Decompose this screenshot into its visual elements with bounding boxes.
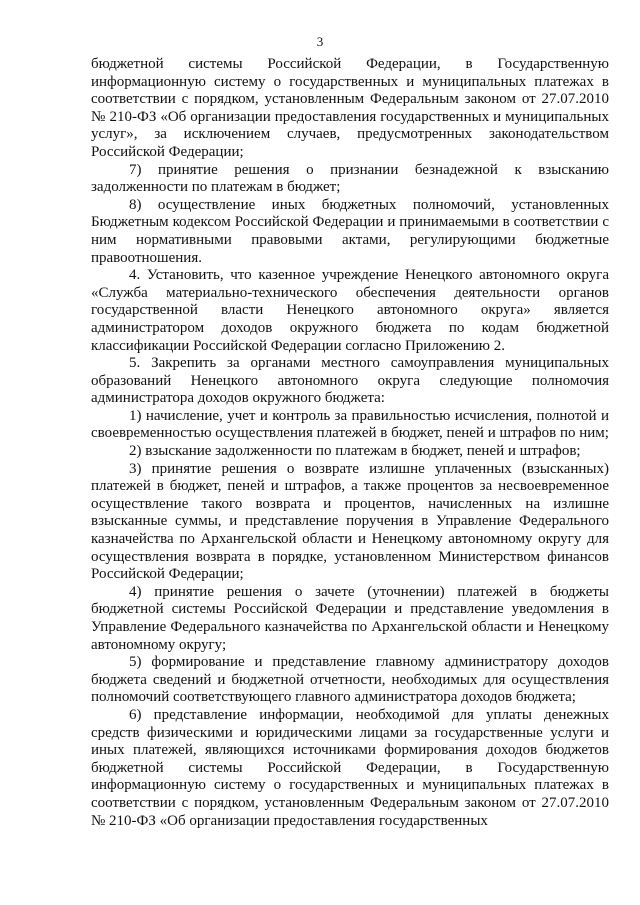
paragraph-item-7: 7) принятие решения о признании безнадежной к взысканию задолженности по платежам в бюджет; [91, 161, 609, 196]
paragraph-subitem-6: 6) представление информации, необходимой для уплаты денежных средств физическими и юридическими лицами за государственные услуги и иных платежей, являющихся источниками формирования доходов бюджетов бюджетной системы Российской Федерации, в Государственную информационную систему о государственных и муниципальных платежах в соответствии с порядком, установленным Федеральным законом от 27.07.2010 № 210-ФЗ «Об организации предоставления государственных [91, 706, 609, 829]
paragraph-subitem-5: 5) формирование и представление главному администратору доходов бюджета сведений и бюджетной отчетности, необходимых для осуществления полномочий соответствующего главного администратора доходов бюджета; [91, 654, 609, 706]
paragraph-subitem-4: 4) принятие решения о зачете (уточнении) платежей в бюджеты бюджетной системы Российской Федерации и представление уведомления в Управление Федерального казначейства по Архангельской области и Ненецкому автономному округу; [91, 583, 609, 653]
paragraph-subitem-1: 1) начисление, учет и контроль за правильностью исчисления, полнотой и своевременностью осуществления платежей в бюджет, пеней и штрафов по ним; [91, 407, 609, 442]
paragraph-continuation: бюджетной системы Российской Федерации, в Государственную информационную систему о государственных и муниципальных платежах в соответствии с порядком, установленным Федеральным законом от 27.07.2010 № 210-ФЗ «Об организации предоставления государственных и муниципальных услуг», за исключением случаев, предусмотренных законодательством Российской Федерации; [91, 56, 609, 160]
paragraph-section-4: 4. Установить, что казенное учреждение Ненецкого автономного округа «Служба материально-технического обеспечения деятельности органов государственной власти Ненецкого автономного округа» является администратором доходов окружного бюджета по кодам бюджетной классификации Российской Федерации согласно Приложению 2. [91, 267, 609, 354]
paragraph-subitem-3: 3) принятие решения о возврате излишне уплаченных (взысканных) платежей в бюджет, пеней и штрафов, а также процентов за несвоевременное осуществление такого возврата и процентов, начисленных на излишне взысканные суммы, и представление поручения в Управление Федерального казначейства по Архангельской области и Ненецкому автономному округу для осуществления возврата в порядке, установленном Министерством финансов Российской Федерации; [91, 460, 609, 583]
page-number: 3 [316, 34, 324, 49]
paragraph-section-5: 5. Закрепить за органами местного самоуправления муниципальных образований Ненецкого автономного округа следующие полномочия администратора доходов окружного бюджета: [91, 355, 609, 407]
document-body [91, 56, 609, 830]
paragraph-subitem-2: 2) взыскание задолженности по платежам в бюджет, пеней и штрафов; [129, 443, 581, 460]
paragraph-item-8: 8) осуществление иных бюджетных полномочий, установленных Бюджетным кодексом Российской Федерации и принимаемыми в соответствии с ним нормативными правовыми актами, регулирующими бюджетные правоотношения. [91, 196, 609, 266]
